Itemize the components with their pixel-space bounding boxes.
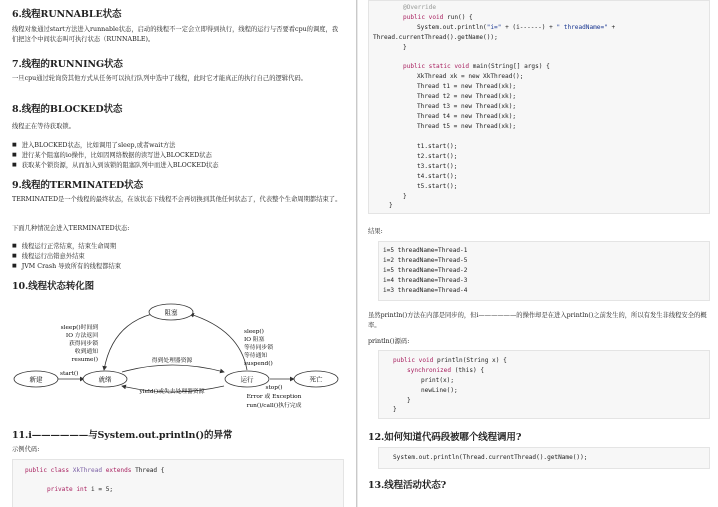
code-line: } xyxy=(403,44,407,51)
code-block-main xyxy=(368,0,710,214)
state-diagram xyxy=(12,300,346,420)
code-line: t2.start(); xyxy=(417,153,458,160)
code-line: Thread.currentThread().getName()); xyxy=(373,34,498,41)
right-page xyxy=(358,0,718,507)
result-line: i=4 threadName=Thread-3 xyxy=(383,277,468,284)
code-line: t4.start(); xyxy=(417,173,458,180)
code-line: } xyxy=(407,397,411,404)
result-block xyxy=(378,241,710,301)
result-line: i=5 threadName=Thread-1 xyxy=(383,247,468,254)
list-item: ■ 获取某个锁资源，从而加入到该锁的阻塞队列中而进入BLOCKED状态 xyxy=(12,160,219,169)
code-line: } xyxy=(393,406,397,413)
result-label: 结果: xyxy=(368,228,383,235)
code-block-xkthread xyxy=(12,459,344,507)
stop-note-line: stop() xyxy=(265,385,283,391)
code-line: XkThread xk = new XkThread(); xyxy=(417,73,524,80)
code-line: Thread t3 = new Thread(xk); xyxy=(417,103,517,110)
section-10-title: 10.线程状态转化图 xyxy=(12,281,95,292)
code-line: public void println(String x) { xyxy=(393,357,507,364)
left-note-line: sleep()时间到 xyxy=(60,325,98,331)
code-line: newLine(); xyxy=(421,387,458,394)
result-line: i=2 threadName=Thread-5 xyxy=(383,257,468,264)
code-line: public static void main(String[] args) { xyxy=(403,63,550,70)
println-source-block xyxy=(378,350,710,419)
right-note-line: sleep() xyxy=(244,329,264,335)
list-item: ■ JVM Crash 导致所有的线程都结束 xyxy=(12,261,121,270)
code-line: synchronized (this) { xyxy=(407,367,485,374)
left-note-line: 获得同步锁 xyxy=(69,341,98,347)
section-12-title: 12.如何知道代码段被哪个线程调用? xyxy=(368,432,522,443)
section-11-label: 示例代码: xyxy=(12,446,40,453)
code-line: t1.start(); xyxy=(417,143,458,150)
list-item: ■ 线程运行出错意外结束 xyxy=(12,251,85,260)
node-blocked-label: 阻塞 xyxy=(164,308,178,317)
explanation-paragraph: 虽然println()方法在内部是同步的，但i——————的操作却是在进入println()之前发生的，所以有发生非线程安全的概率。 xyxy=(368,312,707,329)
section-9-intro: 下面几种情况会进入TERMINATED状态: xyxy=(12,225,130,232)
left-note-line: resume() xyxy=(71,357,98,363)
code-line: Thread t5 = new Thread(xk); xyxy=(417,123,517,130)
stop-note-line: run()/call()执行完成 xyxy=(246,403,302,409)
node-running-label: 运行 xyxy=(240,375,254,384)
code-line: Thread t2 = new Thread(xk); xyxy=(417,93,517,100)
code-line: System.out.println(Thread.currentThread().getName()); xyxy=(393,454,588,461)
edge-blocked-ready xyxy=(104,314,152,370)
right-note-line: suspend() xyxy=(244,361,273,367)
section-9-body: TERMINATED是一个线程的最终状态，在该状态下线程不会再切换到其他任何状态了，代表整个生命周期都结束了。 xyxy=(12,196,342,203)
node-new-label: 新建 xyxy=(29,375,43,384)
code-line: System.out.println("i=" + (i------) + " threadName=" + xyxy=(417,24,616,31)
result-line: i=5 threadName=Thread-2 xyxy=(383,267,468,274)
thread-name-code-block xyxy=(378,447,710,469)
code-line: Thread t1 = new Thread(xk); xyxy=(417,83,517,90)
right-note-line: 等待同步锁 xyxy=(244,345,273,351)
bottom-edge-label: yield()或失去处理器资源 xyxy=(139,389,205,395)
code-line: @Override xyxy=(403,4,437,11)
section-7-title: 7.线程的RUNNING状态 xyxy=(12,59,123,70)
code-line: public class XkThread extends Thread { xyxy=(25,467,165,474)
section-8-intro: 线程正在等待获取锁。 xyxy=(12,123,75,130)
code-line: print(x); xyxy=(421,377,455,384)
section-6-title: 6.线程RUNNABLE状态 xyxy=(12,9,122,20)
left-note-line: IO 方法返回 xyxy=(65,333,98,339)
right-note-line: 等待通知 xyxy=(244,353,268,359)
stop-note-line: Error 或 Exception xyxy=(246,394,302,400)
edge-running-blocked xyxy=(190,314,247,370)
code-line: t5.start(); xyxy=(417,183,458,190)
code-line: t3.start(); xyxy=(417,163,458,170)
result-line: i=3 threadName=Thread-4 xyxy=(383,287,468,294)
left-note-line: 收到通知 xyxy=(74,349,98,355)
right-note-line: IO 阻塞 xyxy=(244,337,265,343)
section-8-title: 8.线程的BLOCKED状态 xyxy=(12,104,123,115)
code-line: } xyxy=(389,202,393,209)
list-item: ■ 进行某个阻塞的io操作，比如因网络数据的读写进入BLOCKED状态 xyxy=(12,150,212,159)
list-item: ■ 进入BLOCKED状态，比如调用了sleep,或者wait方法 xyxy=(12,140,175,149)
node-ready-label: 就绪 xyxy=(98,375,112,384)
start-label: start() xyxy=(60,371,79,377)
node-dead-label: 死亡 xyxy=(309,375,323,384)
section-7-body: 一旦cpu通过轮询贷其他方式从任务可以执行队列中选中了线程，此时它才能真正的执行自己的逻辑代码。 xyxy=(12,75,307,82)
code-line: public void run() { xyxy=(403,14,473,21)
top-edge-label: 得到处理器资源 xyxy=(151,358,193,364)
left-page xyxy=(0,0,357,507)
list-item: ■ 线程运行正常结束，结束生命周期 xyxy=(12,241,116,250)
code-line: private int i = 5; xyxy=(47,486,114,493)
code-line: } xyxy=(403,193,407,200)
edge-ready-running-top xyxy=(122,365,224,372)
section-13-title: 13.线程活动状态? xyxy=(368,480,447,491)
section-9-title: 9.线程的TERMINATED状态 xyxy=(12,180,143,191)
section-6-body: 线程对象通过start方法进入runnable状态，启动的线程不一定会立即得到执行，线程的运行与否要看cpu的调度，我们把这个中间状态叫可执行状态（RUNNABLE)。 xyxy=(12,26,339,43)
println-source-label: println()源码: xyxy=(368,338,410,345)
section-11-title: 11.i——————与System.out.println()的异常 xyxy=(12,430,233,441)
code-line: Thread t4 = new Thread(xk); xyxy=(417,113,517,120)
